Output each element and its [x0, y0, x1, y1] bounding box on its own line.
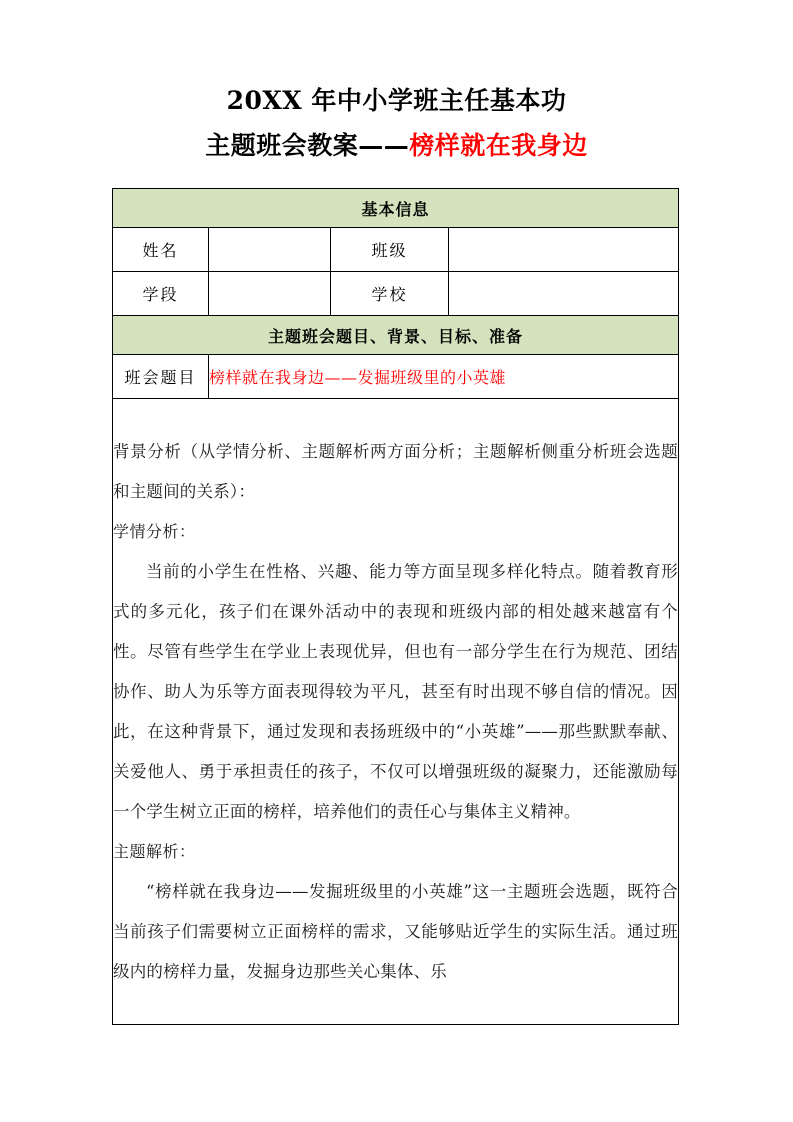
label-topic-title: 班会题目: [113, 355, 209, 399]
document-title: [0, 78, 793, 168]
field-name-value[interactable]: [209, 228, 331, 272]
table-row-background-analysis: [113, 399, 679, 1025]
table-row-stage-school: [113, 272, 679, 316]
paragraph-student-analysis: 当前的小学生在性格、兴趣、能力等方面呈现多样化特点。随着教育形式的多元化，孩子们在课外活动中的表现和班级内部的相处越来越富有个性。尽管有些学生在学业上表现优异，但也有一部分学生在行为规范、团结协作、助人为乐等方面表现得较为平凡，甚至有时出现不够自信的情况。因此，在这种背景下，通过发现和表扬班级中的“小英雄”——那些默默奉献、关爱他人、勇于承担责任的孩子，不仅可以增强班级的凝聚力，还能激励每一个学生树立正面的榜样，培养他们的责任心与集体主义精神。: [113, 561, 679, 821]
subheading-student-analysis: 学情分析：: [113, 521, 196, 541]
title-line-2: [0, 123, 793, 168]
band-basic-info: 基本信息: [113, 189, 679, 228]
title-line-2-prefix: 主题班会教案——: [205, 131, 410, 160]
lesson-plan-table: [112, 188, 679, 1025]
table-row-topic-band: [113, 316, 679, 355]
field-school-value[interactable]: [449, 272, 679, 316]
label-class: 班级: [331, 228, 449, 272]
title-line-1: 20XX 年中小学班主任基本功: [226, 86, 567, 115]
label-name: 姓名: [113, 228, 209, 272]
field-stage-value[interactable]: [209, 272, 331, 316]
title-line-2-accent: 榜样就在我身边: [409, 131, 588, 160]
label-stage: 学段: [113, 272, 209, 316]
table-row-name-class: [113, 228, 679, 272]
field-topic-value[interactable]: 榜样就在我身边——发掘班级里的小英雄: [209, 355, 679, 399]
band-topic-section: 主题班会题目、背景、目标、准备: [113, 316, 679, 355]
field-class-value[interactable]: [449, 228, 679, 272]
background-analysis-content: [113, 432, 678, 992]
background-analysis-cell: [113, 399, 679, 1025]
paragraph-theme-analysis: “榜样就在我身边——发掘班级里的小英雄”这一主题班会选题，既符合当前孩子们需要树立正面榜样的需求，又能够贴近学生的实际生活。通过班级内的榜样力量，发掘身边那些关心集体、乐: [113, 881, 679, 981]
subheading-theme-analysis: 主题解析：: [113, 841, 196, 861]
label-school: 学校: [331, 272, 449, 316]
table-row-basic-info-band: [113, 189, 679, 228]
background-prompt: 背景分析（从学情分析、主题解析两方面分析；主题解析侧重分析班会选题和主题间的关系）：: [113, 441, 679, 501]
table-row-topic: [113, 355, 679, 399]
